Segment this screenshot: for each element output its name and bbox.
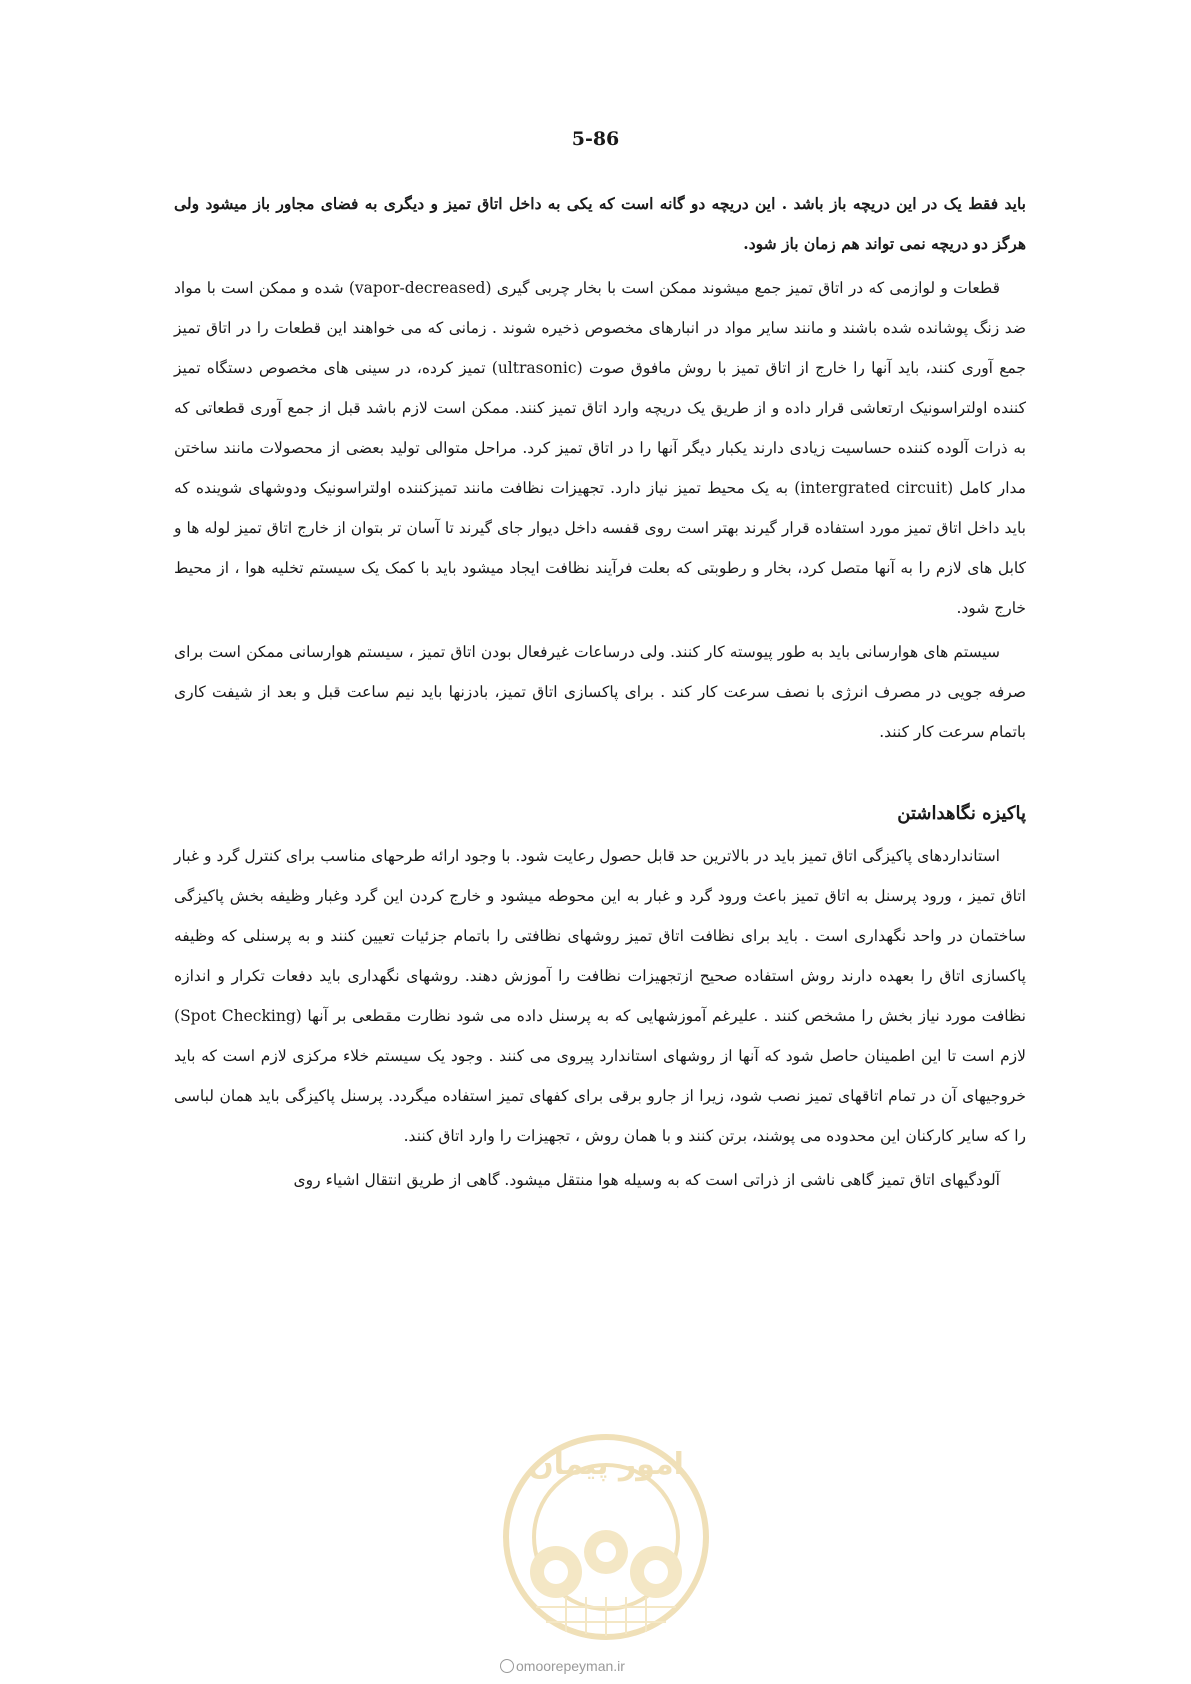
site-url-text: omoorepeyman.ir [516, 1658, 625, 1674]
document-body [174, 184, 1026, 1200]
section-heading: پاکیزه نگاهداشتن [897, 803, 1026, 824]
globe-icon [500, 1659, 514, 1673]
watermark-text: امور پیمان [528, 1447, 684, 1482]
watermark-grid [536, 1597, 676, 1636]
page-number: 5-86 [571, 128, 620, 150]
paragraph-3: سیستم های هوارسانی باید به طور پیوسته کار کنند. ولی درساعات غیرفعال بودن اتاق تمیز ، سیستم هوارسانی ممکن است برای صرفه جویی در مصرف انرژی با نصف سرعت کار کند . برای پاکسازی اتاق تمیز، بادزنها باید نیم ساعت قبل و بعد از شیفت کاری باتمام سرعت کار کنند. [174, 643, 1026, 741]
paragraph-2: قطعات و لوازمی که در اتاق تمیز جمع میشوند ممکن است با بخار چربی گیری (vapor-decreased) شده و ممکن است با مواد ضد زنگ پوشانده شده باشند و مانند سایر مواد در انبارهای مخصوص ذخیره شوند . زمانی که می خواهند این قطعات را در اتاق تمیز جمع آوری کنند، باید آنها را خارج از اتاق تمیز با روش مافوق صوت (ultrasonic) تمیز کرده، در سینی های مخصوص دستگاه تمیز کننده اولتراسونیک ارتعاشی قرار داده و از طریق یک دریچه وارد اتاق تمیز کنند. ممکن است لازم باشد قبل از جمع آوری قطعاتی که به ذرات آلوده کننده حساسیت زیادی دارند یکبار دیگر آنها را در اتاق تمیز کرد. مراحل متوالی تولید بعضی از محصولات مانند ساختن مدار کامل (intergrated circuit) به یک محیط تمیز نیاز دارد. تجهیزات نظافت مانند تمیزکننده اولتراسونیک ودوشهای شوینده که باید داخل اتاق تمیز مورد استفاده قرار گیرند بهتر است روی قفسه داخل دیوار جای گیرند تا آسان تر بتوان از خارج اتاق تمیز لوله ها و کابل های لازم را به آنها متصل کرد، بخار و رطوبتی که بعلت فرآیند نظافت ایجاد میشود باید با کمک یک سیستم تخلیه هوا ، از محیط خارج شود. [174, 279, 1026, 617]
watermark-logo [476, 1412, 736, 1662]
paragraph-5: آلودگیهای اتاق تمیز گاهی ناشی از ذراتی است که به وسیله هوا منتقل میشود. گاهی از طریق انتقال اشیاء روی [293, 1171, 1000, 1189]
watermark-outer-ring [506, 1437, 706, 1637]
site-url [500, 1658, 700, 1674]
watermark-gear-icon [530, 1530, 682, 1598]
paragraph-4: استانداردهای پاکیزگی اتاق تمیز باید در بالاترین حد قابل حصول رعایت شود. با وجود ارائه طرحهای مناسب برای کنترل گرد و غبار اتاق تمیز ، ورود پرسنل به اتاق تمیز باعث ورود گرد و غبار به این محوطه میشود و خارج کردن این گرد وغبار وظیفه بخش پاکیزگی ساختمان در واحد نگهداری است . باید برای نظافت اتاق تمیز روشهای نظافتی را باتمام جزئیات تعیین کنند و به پرسنلی که وظیفه پاکسازی اتاق را بعهده دارند روش استفاده صحیح ازتجهیزات نظافت را آموزش دهند. روشهای نگهداری باید دفعات تکرار و اندازه نظافت مورد نیاز بخش را مشخص کنند . علیرغم آموزشهایی که به پرسنل داده می شود نظارت مقطعی بر آنها (Spot Checking) لازم است تا این اطمینان حاصل شود که آنها از روشهای استاندارد پیروی می کنند . وجود یک سیستم خلاء مرکزی لازم است که باید خروجیهای آن در تمام اتاقهای تمیز نصب شود، زیرا از جارو برقی برای کفهای تمیز استفاده میگردد. پرسنل پاکیزگی باید همان لباسی را که سایر کارکنان این محدوده می پوشند، برتن کنند و با همان روش ، تجهیزات را وارد اتاق کنند. [174, 847, 1026, 1145]
paragraph-1: باید فقط یک در این دریچه باز باشد . این دریچه دو گانه است که یکی به داخل اتاق تمیز و دیگری به فضای مجاور باز میشود ولی هرگز دو دریچه نمی تواند هم زمان باز شود. [174, 194, 1026, 253]
watermark-inner-ring [534, 1465, 678, 1609]
